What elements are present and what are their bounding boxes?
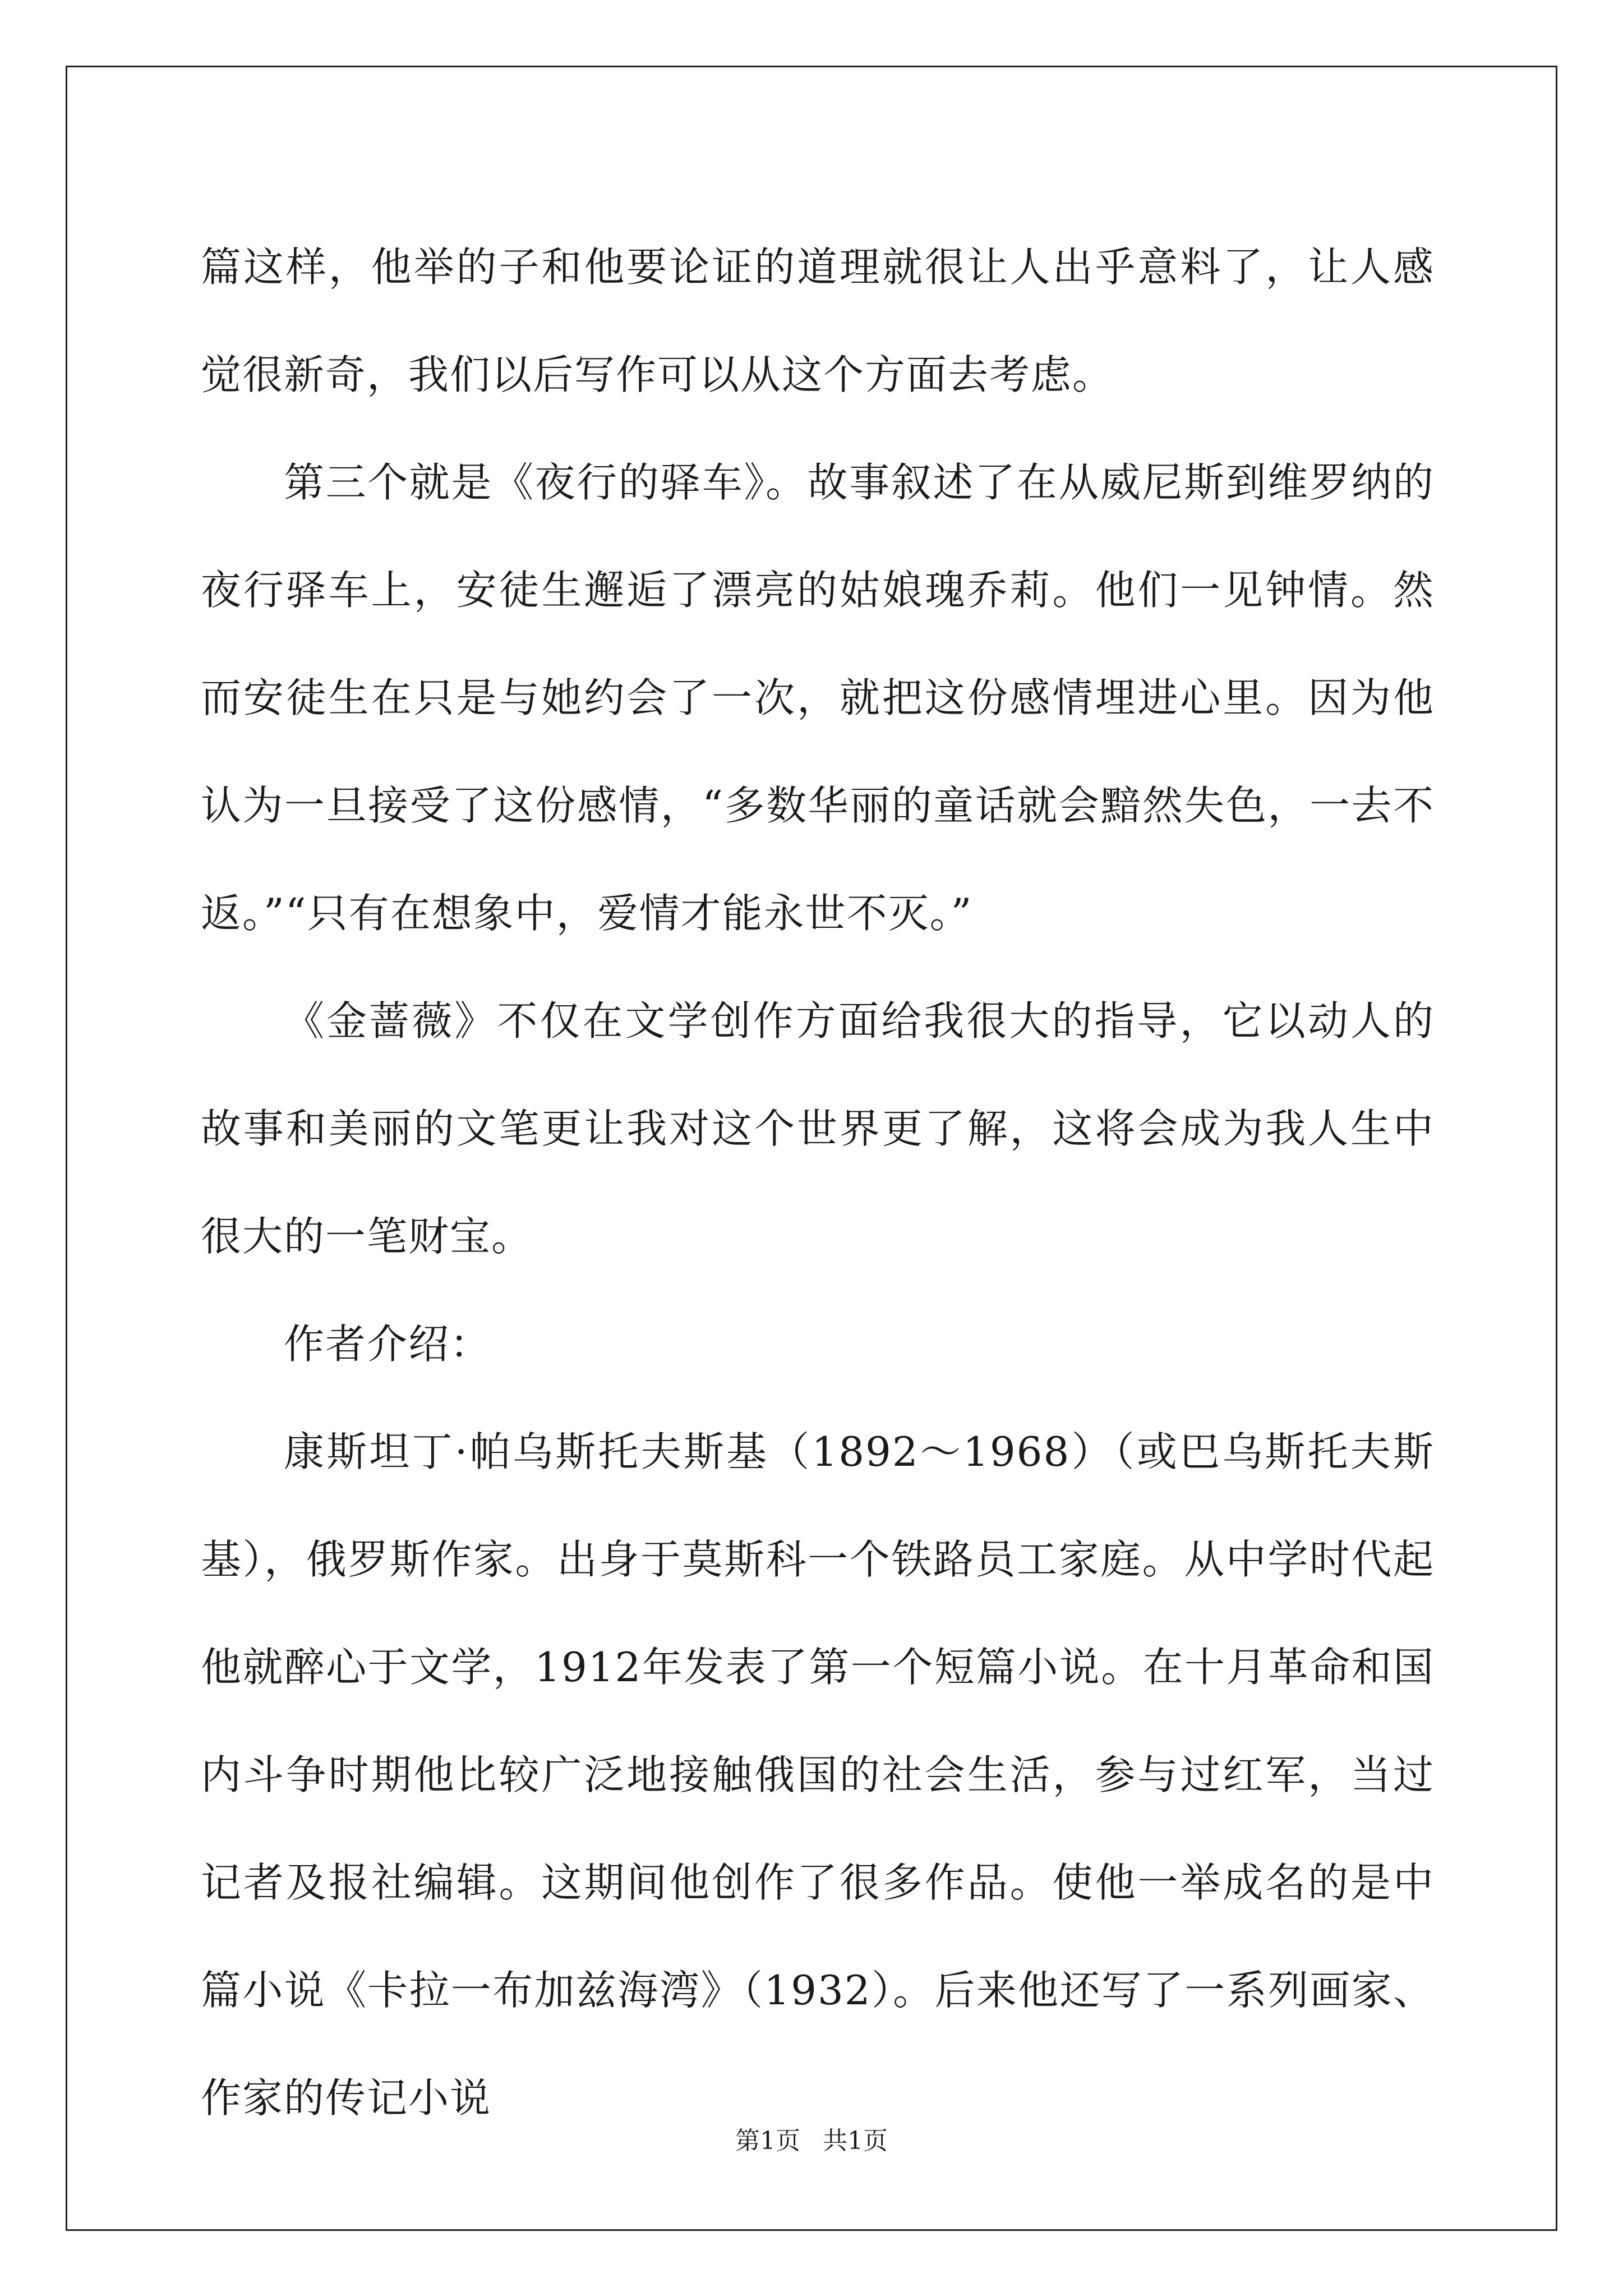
paragraph-3: 《金蔷薇》不仅在文学创作方面给我很大的指导，它以动人的故事和美丽的文笔更让我对这个世界更了解，这将会成为我人生中很大的一笔财宝。	[201, 997, 1435, 1260]
paragraph-2: 第三个就是《夜行的驿车》。故事叙述了在从威尼斯到维罗纳的夜行驿车上，安徒生邂逅了漂亮的姑娘瑰乔莉。他们一见钟情。然而安徒生在只是与她约会了一次，就把这份感情埋进心里。因为他认为一旦接受了这份感情，“多数华丽的童话就会黯然失色，一去不返。”“只有在想象中，爱情才能永世不灭。”	[201, 459, 1435, 937]
document-body	[201, 213, 1435, 2152]
paragraph-4: 作者介绍：	[284, 1320, 492, 1368]
page-footer	[0, 2120, 1623, 2156]
page-number: 第1页	[735, 2127, 800, 2155]
page-total: 共1页	[823, 2127, 888, 2155]
paragraph-5: 康斯坦丁·帕乌斯托夫斯基（1892～1968）（或巴乌斯托夫斯基），俄罗斯作家。出身于莫斯科一个铁路员工家庭。从中学时代起他就醉心于文学，1912年发表了第一个短篇小说。在十月革命和国内斗争时期他比较广泛地接触俄国的社会生活，参与过红军，当过记者及报社编辑。这期间他创作了很多作品。使他一举成名的是中篇小说《卡拉一布加兹海湾》（1932）。后来他还写了一系列画家、作家的传记小说	[201, 1428, 1435, 2122]
paragraph-1: 篇这样，他举的子和他要论证的道理就很让人出乎意料了，让人感觉很新奇，我们以后写作可以从这个方面去考虑。	[201, 243, 1435, 398]
